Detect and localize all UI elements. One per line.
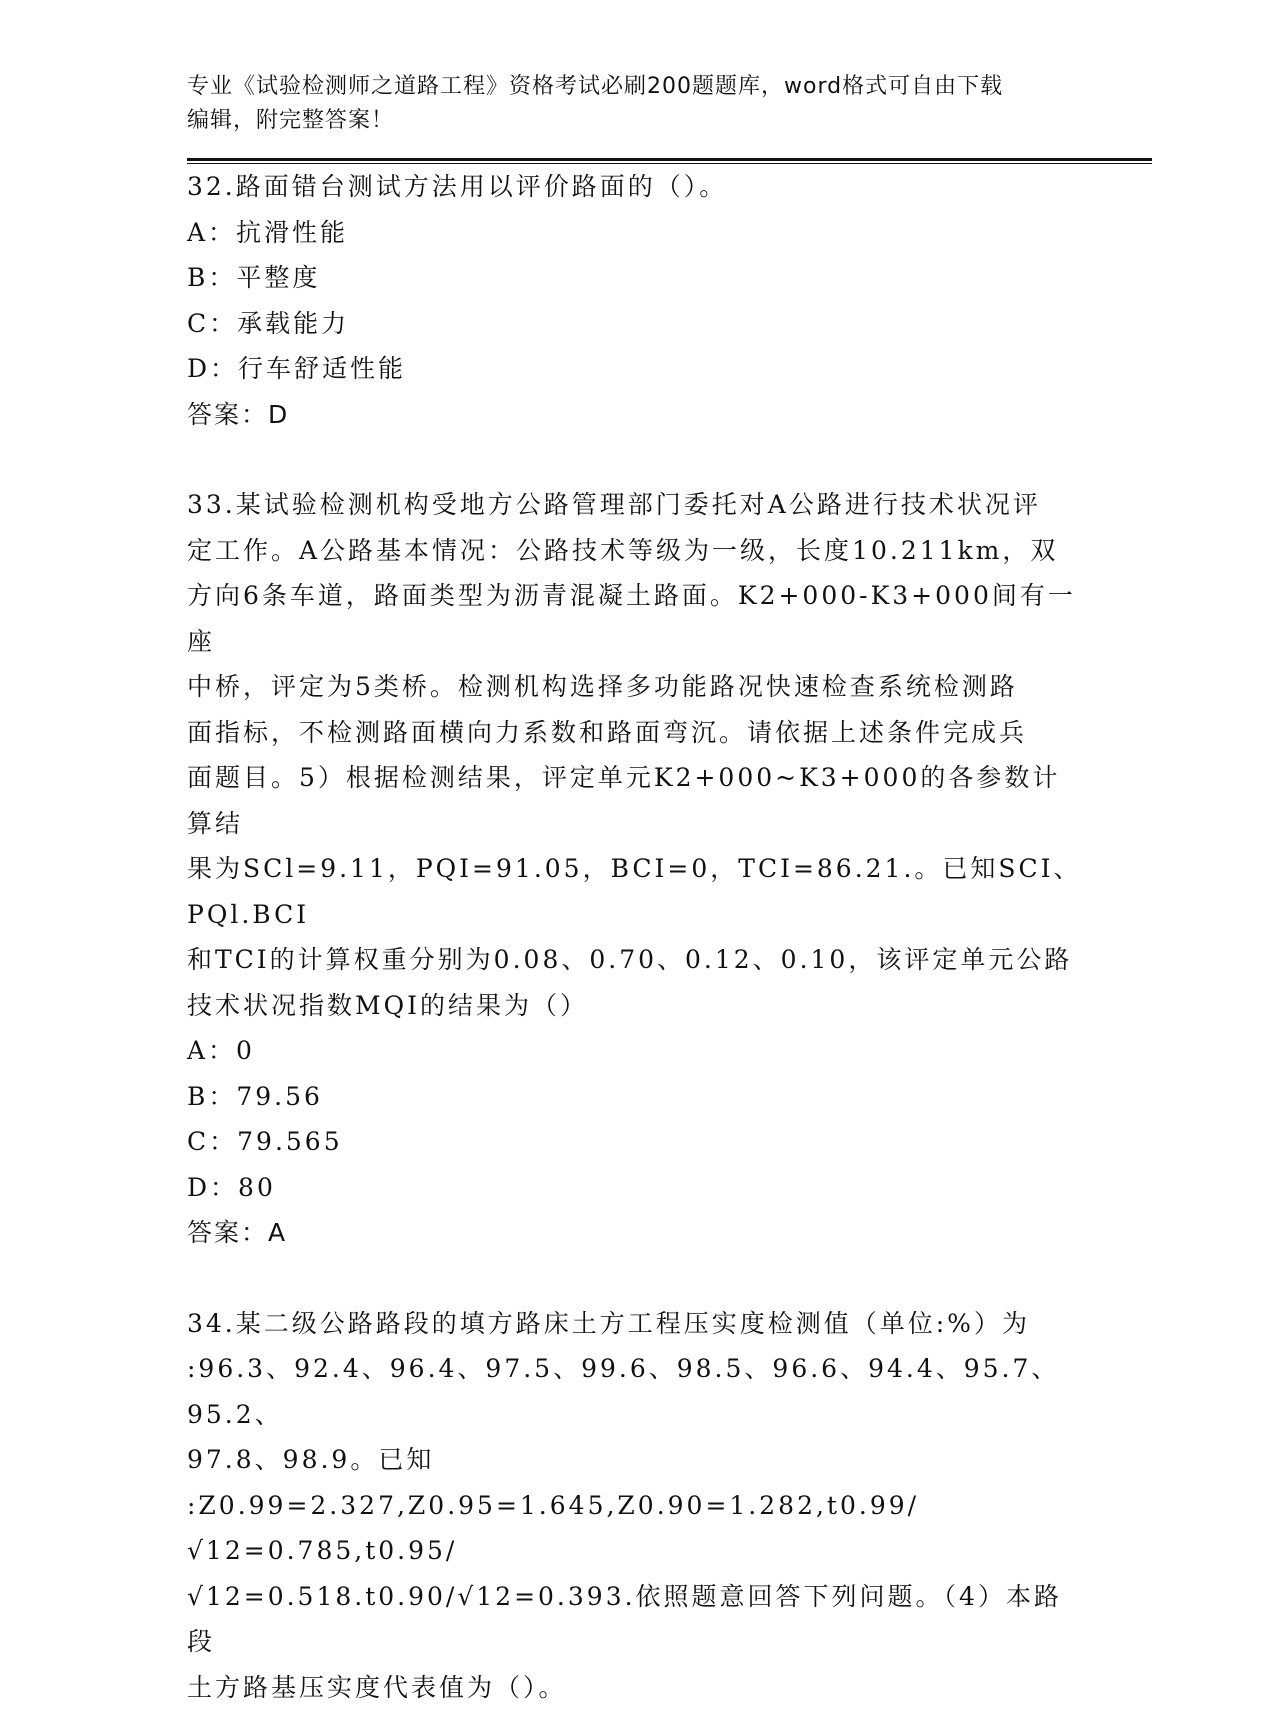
option-c: C：79.565 [187, 1119, 1087, 1165]
question-stem-line: 33.某试验检测机构受地方公路管理部门委托对A公路进行技术状况评 [187, 482, 1087, 528]
question-stem-line: 技术状况指数MQI的结果为（） [187, 983, 1087, 1029]
header-line-1: 专业《试验检测师之道路工程》资格考试必刷200题题库，word格式可自由下载 [187, 70, 1087, 104]
question-33 [187, 482, 1087, 1256]
question-stem-line: :Z0.99=2.327,Z0.95=1.645,Z0.90=1.282,t0.99/√12=0.785,t0.95/ [187, 1483, 1087, 1574]
question-stem-line: 面题目。5）根据检测结果，评定单元K2+000~K3+000的各参数计算结 [187, 755, 1087, 846]
question-stem-line: 土方路基压实度代表值为（）。 [187, 1665, 1087, 1710]
option-b: B：79.56 [187, 1074, 1087, 1120]
question-stem-line: 定工作。A公路基本情况：公路技术等级为一级，长度10.211km，双 [187, 528, 1087, 574]
answer-label: 答案：A [187, 1210, 1087, 1256]
question-stem-line: 面指标，不检测路面横向力系数和路面弯沉。请依据上述条件完成兵 [187, 710, 1087, 756]
header-line-2: 编辑，附完整答案！ [187, 104, 1087, 138]
option-d: D：行车舒适性能 [187, 346, 1087, 392]
divider-thick-line [187, 158, 1152, 161]
question-stem-line: 中桥，评定为5类桥。检测机构选择多功能路况快速检查系统检测路 [187, 664, 1087, 710]
question-stem-line: 34.某二级公路路段的填方路床土方工程压实度检测值（单位:%）为 [187, 1301, 1087, 1347]
question-32 [187, 164, 1087, 437]
question-stem-line: 果为SCl=9.11，PQI=91.05，BCI=0，TCI=86.21.。已知SCI、PQl.BCI [187, 846, 1087, 937]
question-spacer [187, 437, 1087, 482]
document-page [187, 70, 1087, 1710]
question-stem-line: 97.8、98.9。已知 [187, 1437, 1087, 1483]
option-c: C：承载能力 [187, 301, 1087, 347]
question-stem-line: 32.路面错台测试方法用以评价路面的（）。 [187, 164, 1087, 210]
option-a: A：抗滑性能 [187, 210, 1087, 256]
question-34 [187, 1301, 1087, 1710]
answer-label: 答案：D [187, 392, 1087, 438]
question-stem-line: :96.3、92.4、96.4、97.5、99.6、98.5、96.6、94.4、95.7、95.2、 [187, 1346, 1087, 1437]
question-stem-line: √12=0.518.t0.90/√12=0.393.依照题意回答下列问题。（4）本路段 [187, 1574, 1087, 1665]
option-b: B：平整度 [187, 255, 1087, 301]
question-spacer [187, 1256, 1087, 1301]
question-stem-line: 和TCI的计算权重分别为0.08、0.70、0.12、0.10，该评定单元公路 [187, 937, 1087, 983]
document-header [187, 70, 1087, 138]
question-stem-line: 方向6条车道，路面类型为沥青混凝土路面。K2+000-K3+000间有一座 [187, 573, 1087, 664]
option-a: A：0 [187, 1028, 1087, 1074]
option-d: D：80 [187, 1165, 1087, 1211]
